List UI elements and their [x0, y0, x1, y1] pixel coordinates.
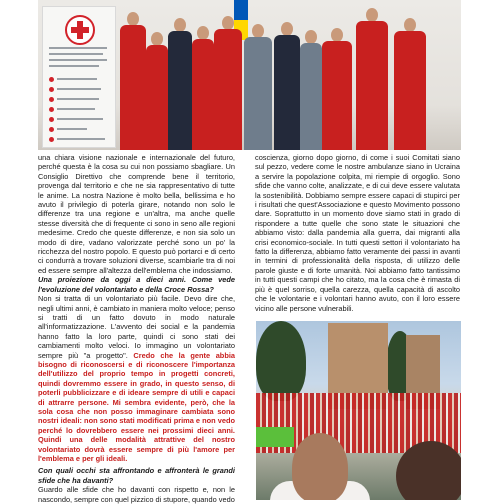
volunteer-head: [396, 441, 461, 500]
banner-text-line: [57, 98, 99, 100]
volunteer-head: [292, 433, 348, 500]
person-figure: [120, 12, 146, 150]
bullet-icon: [49, 127, 54, 132]
article-column-right: [255, 153, 460, 313]
person-figure: [192, 26, 214, 150]
bullet-icon: [49, 117, 54, 122]
person-figure: [394, 18, 426, 150]
group-photo: [38, 0, 461, 150]
red-cross-logo-icon: [65, 15, 95, 45]
barrier: [256, 427, 294, 447]
banner-text-line: [49, 53, 103, 55]
banner-text-line: [57, 88, 101, 90]
banner-text-line: [49, 65, 99, 67]
highlighted-answer-text: Credo che la gente abbia bisogno di riconoscersi e di riconoscere l'importanza dell'utilizzo del proprio tempo in progetti concreti, quindi dovremmo essere in grado, in questo senso, di poterli pubblicizzare e di ideare sempre di utili e capaci di attrarre persone. Mi sembra evidente, però, che la sola cosa che non posso immaginare cambiata sono nostri ideali: non sono stati modificati prima e non vedo perché lo dovrebbero essere nei prossimi dieci anni. Quindi una delle modalità attrattive del nostro volontariato dovrà essere sempre di più l'amore per l'emblema e per gli ideali.: [38, 350, 235, 463]
article-paragraph: Guardo alle sfide che ho davanti con rispetto e, non le nascondo, sempre con quel pizzico di stupore, quando vedo: [38, 485, 235, 504]
article-paragraph: [38, 294, 235, 463]
article-column-left: [38, 153, 235, 504]
answer-text: Non si tratta di un volontariato più facile. Devo dire che, negli ultimi anni, è cambiato in maniera molto veloce; penso si tratti di un fatto dovuto in modo naturale all'informatizzazione. L'avvento dei social e la pandemia hanno fatto la loro parte, quindi ci sono stati dei cambiamenti molto veloci. Io immagino un volontariato sempre più "a progetto".: [38, 294, 235, 360]
person-figure: [244, 24, 272, 150]
article-paragraph: coscienza, giorno dopo giorno, di come i suoi Comitati siano sul pezzo, vedere come le nostre ambulanze siano in Ucraina a servire la popolazione colpita, mi riempie di orgoglio. Sono sfide che vanno colte, analizzate, e di cui deve essere valutata la sostenibilità. Dobbiamo sempre essere capaci di stupirci per i risultati che quest'Associazione e questo Movimento possono dare. Soprattutto in un momento dove siamo stati in grado di rispondere a tutte quelle che sono state le situazioni che abbiamo visto: dalla pandemia alla guerra, dai migranti alla crisi economico-sociale. In tutti questi settori il volontariato ha fatto la differenza, abbiamo fatto veramente dei passi in avanti in termini di professionalità della risposta, di utilizzo delle parole giuste e di forte umanità. Noi abbiamo fatto tantissimo in tutti questi campi che ho citato, ma la cosa che è rimasta di più è quel sorriso, quella carezza, quella capacità di ascolto che le volontarie e i volontari hanno avuto, con il loro essere vicino alle persone vulnerabili.: [255, 153, 460, 313]
person-figure: [214, 16, 242, 150]
red-cross-banner: [42, 6, 116, 148]
bullet-icon: [49, 97, 54, 102]
banner-text-line: [57, 128, 87, 130]
bullet-icon: [49, 87, 54, 92]
person-figure: [300, 30, 322, 150]
tree: [256, 321, 306, 401]
banner-text-line: [49, 59, 107, 61]
event-crowd-photo: [256, 321, 461, 500]
banner-text-line: [57, 118, 103, 120]
bullet-icon: [49, 77, 54, 82]
person-figure: [322, 28, 352, 150]
bullet-icon: [49, 107, 54, 112]
interview-question: Con quali occhi sta affrontando e affronterà le grandi sfide che ha davanti?: [38, 466, 235, 485]
banner-text-line: [57, 138, 105, 140]
article-paragraph: una chiara visione nazionale e internazionale del futuro, perché questa è la cosa su cui non possiamo sbagliare. Un Consiglio Direttivo che comprende bene il territorio, provenga dal territorio e che ne sia rappresentativo di tutte le anime. La nostra Nazione è molto bella, bellissima e ho avuto il privilegio di poterla girare, notando non solo le differenze tra una regione e un'altra, ma anche quelle stesse diversità che di frequente ci sono in seno alle regioni medesime. Credo che queste differenze, e non sia solo un modo di dire, vadano valorizzate perché sono un po' la ricchezza del nostro popolo. E questo può portarci e di certo ci condurrà a trovare soluzioni diverse, scambiarle tra di noi ed essere sempre all'altezza dell'emblema che indossiamo.: [38, 153, 235, 275]
interview-question: Una proiezione da oggi a dieci anni. Come vede l'evoluzione del volontariato e della Croce Rossa?: [38, 275, 235, 294]
banner-text-line: [49, 47, 107, 49]
person-figure: [146, 32, 168, 150]
person-figure: [168, 18, 192, 150]
person-figure: [274, 22, 300, 150]
person-figure: [356, 8, 388, 150]
banner-text-line: [57, 108, 95, 110]
bullet-icon: [49, 137, 54, 142]
banner-text-line: [57, 78, 97, 80]
